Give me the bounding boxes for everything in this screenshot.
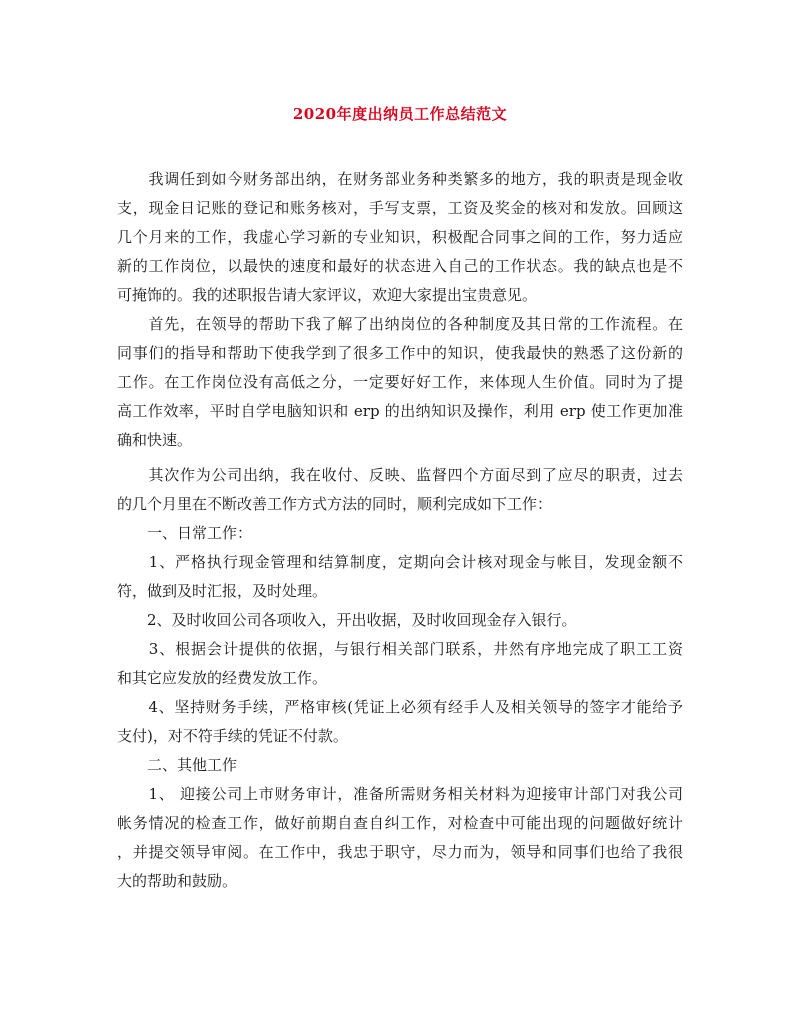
body-line: 帐务情况的检查工作，做好前期自查自纠工作，对检查中可能出现的问题做好统计	[117, 814, 683, 832]
body-line: 1、 迎接公司上市财务审计，准备所需财务相关材料为迎接审计部门对我公司	[117, 785, 683, 803]
body-line: 支，现金日记账的登记和账务核对，手写支票，工资及奖金的核对和发放。回顾这	[117, 199, 683, 217]
section-heading: 二、其他工作	[117, 756, 238, 774]
body-line: 1、严格执行现金管理和结算制度，定期向会计核对现金与帐目，发现金额不	[117, 553, 683, 571]
body-line: 确和快速。	[117, 431, 193, 449]
body-line: 支付)，对不符手续的凭证不付款。	[117, 727, 348, 745]
body-line: 几个月来的工作，我虚心学习新的专业知识，积极配合同事之间的工作，努力适应	[117, 228, 683, 246]
body-line: 3、根据会计提供的依据，与银行相关部门联系，井然有序地完成了职工工资	[117, 640, 683, 658]
section-heading: 一、日常工作：	[117, 524, 253, 542]
body-line: ，并提交领导审阅。在工作中，我忠于职守，尽力而为，领导和同事们也给了我很	[117, 843, 683, 861]
body-line: 首先，在领导的帮助下我了解了出纳岗位的各种制度及其日常的工作流程。在	[117, 315, 683, 333]
body-line: 和其它应发放的经费发放工作。	[117, 669, 328, 687]
body-line: 新的工作岗位，以最快的速度和最好的状态进入自己的工作状态。我的缺点也是不	[117, 257, 683, 275]
body-line: 的几个月里在不断改善工作方式方法的同时，顺利完成如下工作：	[117, 495, 553, 513]
body-line: 高工作效率，平时自学电脑知识和 erp 的出纳知识及操作，利用 erp 使工作更加准	[117, 402, 683, 420]
body-line: 同事们的指导和帮助下使我学到了很多工作中的知识，使我最快的熟悉了这份新的	[117, 344, 683, 362]
body-line: 大的帮助和鼓励。	[117, 872, 238, 890]
body-line: 4、坚持财务手续，严格审核(凭证上必须有经手人及相关领导的签字才能给予	[117, 698, 683, 716]
body-line: 可掩饰的。我的述职报告请大家评议，欢迎大家提出宝贵意见。	[117, 286, 538, 304]
body-line: 2、及时收回公司各项收入，开出收据，及时收回现金存入银行。	[117, 611, 577, 629]
body-line: 其次作为公司出纳，我在收付、反映、监督四个方面尽到了应尽的职责，过去	[117, 466, 683, 484]
body-line: 我调任到如今财务部出纳，在财务部业务种类繁多的地方，我的职责是现金收	[117, 170, 683, 188]
document-body	[117, 165, 683, 896]
body-line: 符，做到及时汇报，及时处理。	[117, 582, 328, 600]
body-line: 工作。在工作岗位没有高低之分，一定要好好工作，来体现人生价值。同时为了提	[117, 373, 683, 391]
document-title: 2020年度出纳员工作总结范文	[292, 105, 508, 123]
